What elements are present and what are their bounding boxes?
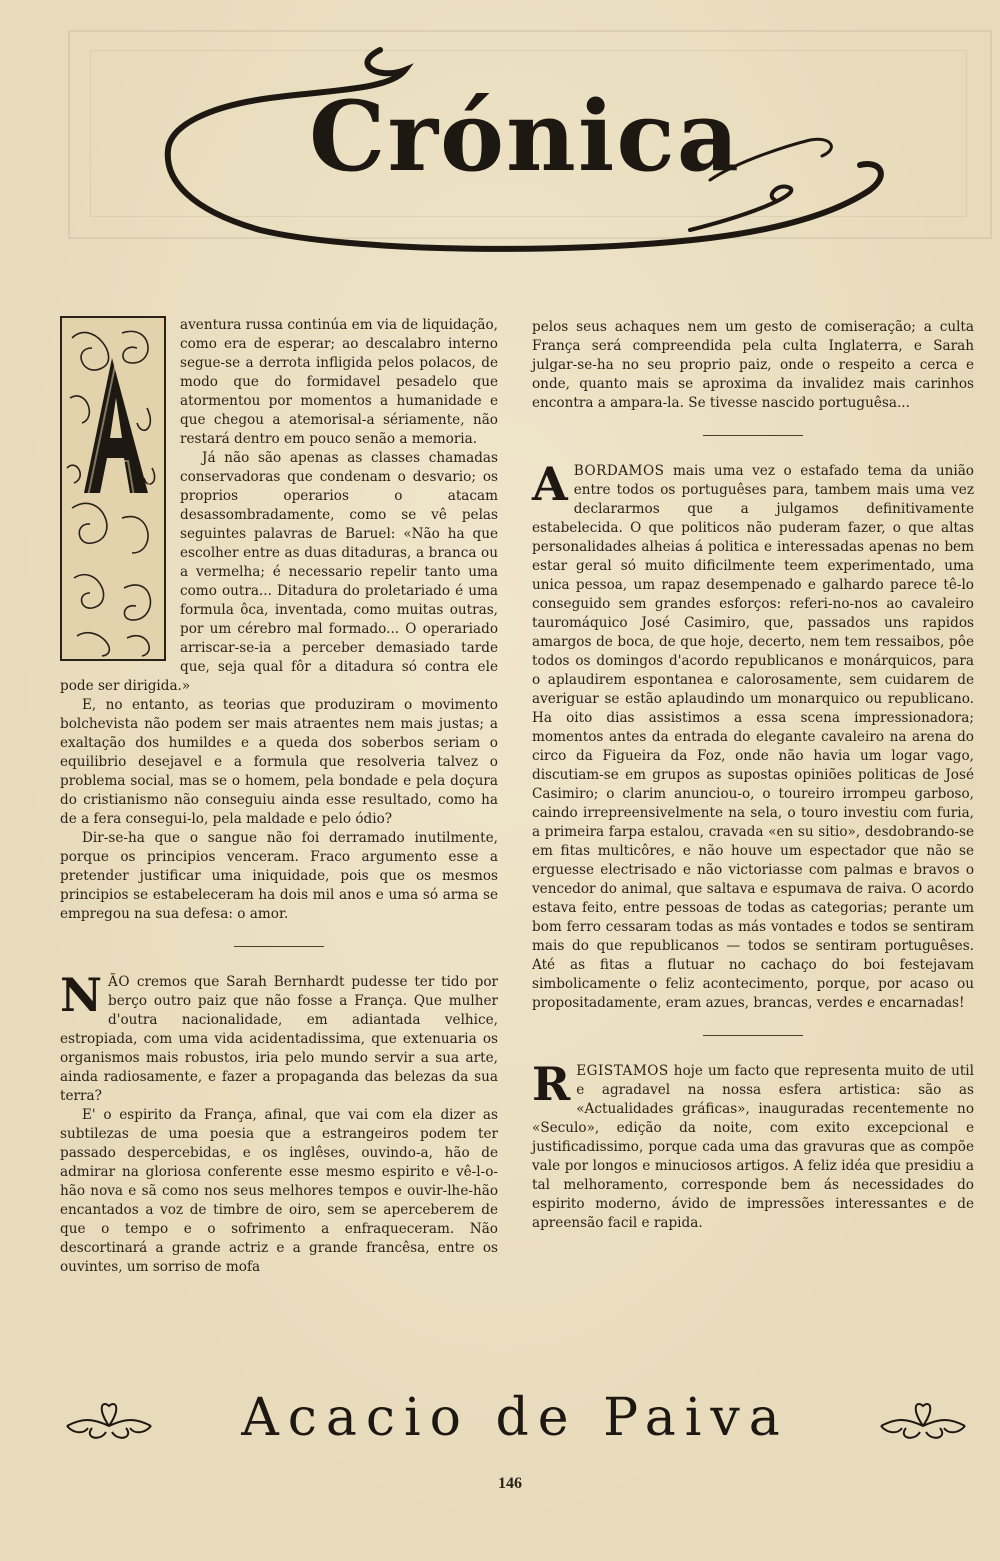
paragraph-6: E' o espirito da França, afinal, que vai com ela dizer as subtilezas de uma poesia que a estrangeiros podem ter passado despercebidas, e os inglêses, ouvindo-a, hão de admirar na gloriosa conferente esse mesmo espirito e vê-l-o-hão nova e sã como nos seus melhores tempos e ouvir-lhe-hão encantados a voz de timbre de oiro, sem se aperceberem de que o tempo e o sofrimento a enfraqueceram. Não descortinará a grande actriz e a grande francêsa, entre os ouvintes, um sorriso de mofa	[60, 1107, 498, 1275]
flower-ornament-icon	[876, 1398, 970, 1444]
drop-initial-n: N	[60, 968, 103, 1022]
section-divider	[703, 1035, 803, 1036]
section-divider	[234, 946, 324, 947]
paragraph-continuation: pelos seus achaques nem um gesto de comiseração; a culta França será compreendida pela culta Inglaterra, e Sarah julgar-se-ha no seu proprio paiz, onde o respeito a cerca e onde, quanto mais se aproxima da invalidez mais carinhos encontra a ampara-la. Se tivesse nascido portuguêsa...	[532, 319, 974, 411]
paragraph-5: cremos que Sarah Bernhardt pudesse ter tido por berço outro paiz que não fosse a França. Que mulher d'outra nacionalidade, em adiantada velhice, estropiada, com uma vida acidentadissima, que extenuaria os organismos mais robustos, iria pelo mundo servir a sua arte, ainda radiosamente, e fazer a propaganda das belezas da sua terra?	[60, 974, 499, 1104]
paragraph-4: Dir-se-ha que o sangue não foi derramado inutilmente, porque os principios venceram. Fraco argumento esse a pretender justificar uma iniquidade, pois que os mesmos principios se estabeleceram ha dois mil anos e uma só arma se empregou na sua defesa: o amor.	[60, 830, 498, 922]
section-divider	[703, 435, 803, 436]
paragraph-8: hoje um facto que representa muito de util e agradavel na nossa esfera artistica: são as «Actualidades gráficas», inauguradas recentemente no «Seculo», edição da noite, com exito excepcional e justificadissimo, porque cada uma das gravuras que as compõe vale por longos e minuciosos artigos. A feliz idéa que presidiu a tal melhoramento, corresponde bem ás necessidades do espirito moderno, ávido de impressões interessantes e de apreensão facil e rapida.	[532, 1063, 974, 1231]
author-signature: Acacio de Paiva	[241, 1388, 789, 1448]
drop-initial-a: A	[532, 457, 568, 511]
paragraph-1: aventura russa continúa em via de liquidação, como era de esperar; ao descalabro interno segue-se a derrota infligida pelos polacos, de modo que do formidavel pesadelo que atormentou por momentos a humanidade e que chegou a atemorisal-a sériamente, não restará dentro em pouco senão a memoria.	[180, 317, 498, 447]
paragraph-2: Já não são apenas as classes chamadas conservadoras que condenam o desvario; os proprios operarios o atacam desassombradamente, como se vê pelas seguintes palavras de Baruel: «Não ha que escolher entre as duas ditaduras, a branca ou a vermelha; é necessario repelir tanto uma como outra... Ditadura do proletariado é uma formula ôca, inventada, como muitas outras, por um cérebro mal formado... O operariado arriscar-se-ia a perceber demasiado tarde que, seja qual fôr a ditadura só contra ele pode ser dirigida.»	[60, 450, 498, 694]
lead-word: BORDAMOS	[573, 463, 665, 479]
ornament-pattern-icon	[62, 318, 164, 659]
left-column	[60, 316, 498, 1277]
section-sarah-bernhardt	[60, 968, 499, 1277]
page-number: 146	[498, 1475, 522, 1492]
ornamental-initial-a	[60, 316, 166, 661]
page-title: Crónica	[309, 80, 741, 193]
right-column	[532, 318, 974, 1233]
paragraph-7: mais uma vez o estafado tema da união entre todos os portuguêses para, tambem mais uma vez declararmos que a julgamos definitivamente estabelecida. O que politicos não puderam fazer, o que altas personalidades alheias á politica e interessadas apenas no bem estar geral só muito dificilmente teem experimentado, uma unica pessoa, um rapaz desempenado e galhardo parece tê-lo conseguido sem grandes esforços: referi-no-nos ao cavaleiro tauromáquico José Casimiro, que, passados uns rapidos amargos de boca, de que hoje, decerto, nem tem ressaibos, pôe todos os domingos d'acordo republicanos e monárquicos, para o aplaudirem espontanea e calorosamente, sem cuidarem de averiguar se estão aplaudindo um monarquico ou republicano. Ha oito dias assistimos a essa scena impressionadora; momentos antes da entrada do elegante cavaleiro na arena do circo da Figueira da Foz, onde não havia um logar vago, discutiam-se em grupos as supostas opiniões politicas de José Casimiro; o clarim anunciou-o, o toureiro irrompeu garboso, caindo irrepreensivelmente na sela, o touro investiu com furia, a primeira farpa estalou, cravada «en su sitio», desdobrando-se em fitas multicôres, e não houve um espectador que não se erguesse electrisado e não victoriasse com palmas e bravos o vencedor do animal, que saltava e espumava de raiva. O acordo estava feito, entre pessoas de todas as categorias; perante um bom ferro cessaram todas as más vontades e todos se sentiram mais do que republicanos — todos se sentiram portuguêses. Até as fitas a flutuar no cachaço do boi festejavam simbolicamente o feliz acontecimento, porque, por acaso ou propositadamente, eram azues, brancas, verdes e encarnadas!	[532, 463, 974, 1011]
paragraph-3: E, no entanto, as teorias que produziram o movimento bolchevista não podem ser mais atraentes nem mais justas; a exaltação dos humildes e a queda dos soberbos seriam o equilibrio desejavel e a formula que resolveria talvez o problema social, mas se o homem, pela bondade e pela doçura do cristianismo não conseguiu ainda esse resultado, como ha de a fera consegui-lo, pela maldade e pelo ódio?	[60, 697, 498, 827]
lead-word: ÃO	[108, 974, 131, 990]
section-actualidades-graficas	[532, 1057, 974, 1233]
lead-word: EGISTAMOS	[576, 1063, 669, 1079]
flower-ornament-icon	[62, 1398, 156, 1444]
drop-initial-r: R	[532, 1057, 571, 1111]
section-jose-casimiro	[532, 457, 974, 1013]
